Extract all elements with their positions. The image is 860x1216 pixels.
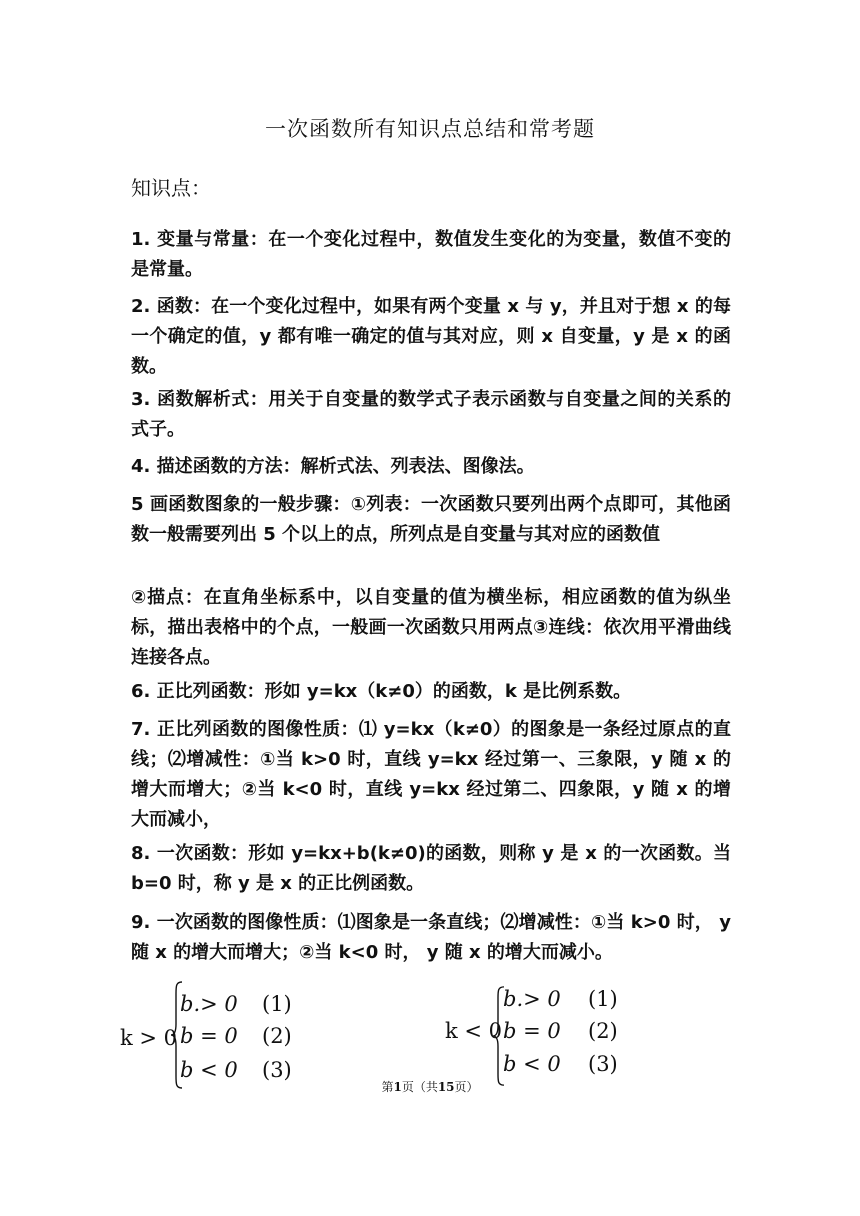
footer-mid: 页（共: [401, 1080, 438, 1094]
paragraph-proportional-properties: 7. 正比列函数的图像性质：⑴ y=kx（k≠0）的图象是一条经过原点的直线；⑵增减性：①当 k>0 时，直线 y=kx 经过第一、三象限，y 随 x 的增大而增大；②当 k<0 时，直线 y=kx 经过第二、四象限，y 随 x 的增大而减小，: [131, 719, 731, 830]
section-heading: 知识点：: [131, 176, 211, 200]
paragraph-description-methods: 4. 描述函数的方法：解析式法、列表法、图像法。: [131, 456, 535, 477]
case-number: (1): [588, 987, 618, 1011]
footer-suffix: 页）: [454, 1080, 479, 1094]
case-expression: b.> 0: [180, 992, 238, 1016]
paragraph-graph-steps: 5 画函数图象的一般步骤：①列表：一次函数只要列出两个点即可，其他函数一般需要列出 5 个以上的点，所列点是自变量与其对应的函数值: [131, 494, 731, 545]
case-expression: b < 0: [180, 1058, 238, 1082]
case-system-label: k < 0: [445, 1019, 503, 1043]
paragraph-function-expression: 3. 函数解析式：用关于自变量的数学式子表示函数与自变量之间的关系的式子。: [131, 389, 731, 440]
case-number: (3): [262, 1058, 292, 1082]
document-title: 一次函数所有知识点总结和常考题: [265, 117, 595, 141]
case-expression: b = 0: [503, 1019, 561, 1043]
paragraph-variables-constants: 1. 变量与常量：在一个变化过程中，数值发生变化的为变量，数值不变的是常量。: [131, 229, 731, 280]
case-system-k-positive: [120, 980, 320, 1090]
case-system-label: k > 0: [120, 1026, 178, 1050]
page-footer: [0, 1078, 860, 1095]
footer-page-number: 1: [393, 1080, 402, 1094]
case-number: (1): [262, 992, 292, 1016]
paragraph-linear-properties: 9. 一次函数的图像性质：⑴图象是一条直线；⑵增减性：①当 k>0 时， y 随 x 的增大而增大；②当 k<0 时， y 随 x 的增大而减小。: [131, 912, 731, 963]
case-expression: b < 0: [503, 1052, 561, 1076]
paragraph-function-definition: 2. 函数：在一个变化过程中，如果有两个变量 x 与 y，并且对于想 x 的每一个确定的值，y 都有唯一确定的值与其对应，则 x 自变量，y 是 x 的函数。: [131, 296, 731, 377]
case-expression: b.> 0: [503, 987, 561, 1011]
footer-total-pages: 15: [437, 1080, 455, 1094]
paragraph-linear-function: 8. 一次函数：形如 y=kx+b(k≠0)的函数，则称 y 是 x 的一次函数。当 b=0 时，称 y 是 x 的正比例函数。: [131, 843, 731, 894]
paragraph-proportional-function: 6. 正比列函数：形如 y=kx（k≠0）的函数，k 是比例系数。: [131, 681, 632, 702]
case-number: (3): [588, 1052, 618, 1076]
case-number: (2): [588, 1019, 618, 1043]
case-expression: b = 0: [180, 1024, 238, 1048]
case-number: (2): [262, 1024, 292, 1048]
footer-prefix: 第: [381, 1080, 394, 1094]
paragraph-plot-connect: ②描点：在直角坐标系中，以自变量的值为横坐标，相应函数的值为纵坐标，描出表格中的个点，一般画一次函数只用两点③连线：依次用平滑曲线连接各点。: [131, 587, 731, 668]
